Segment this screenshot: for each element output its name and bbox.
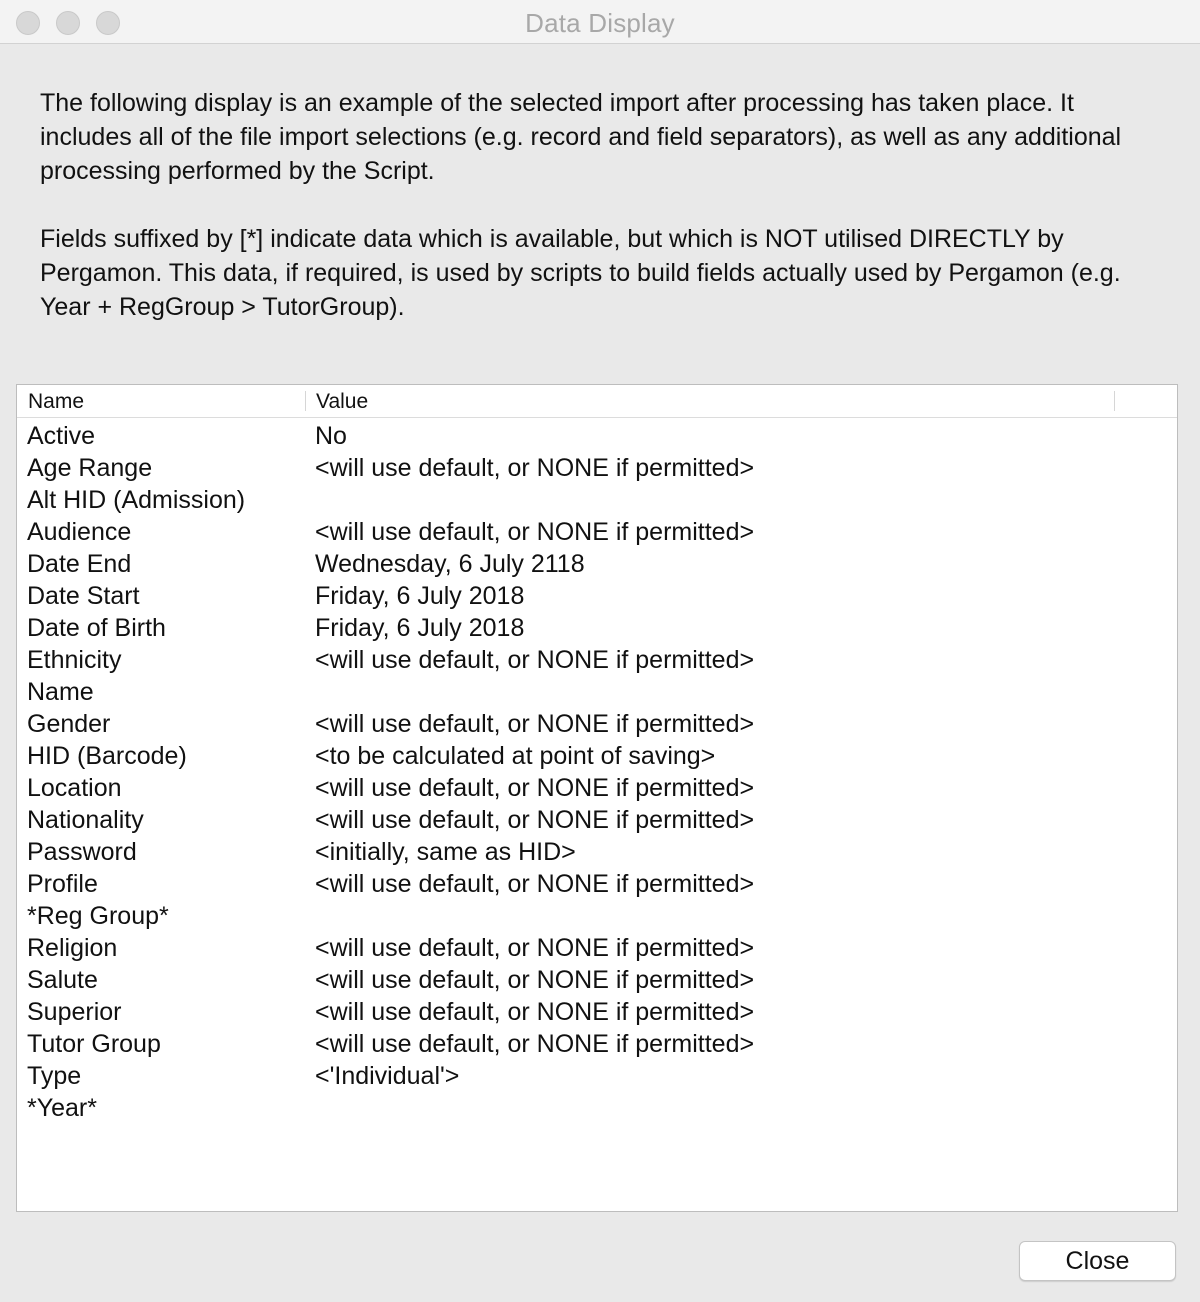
row-name-cell: HID (Barcode) bbox=[27, 742, 187, 770]
row-name-cell: Nationality bbox=[27, 806, 144, 834]
row-value-cell: <will use default, or NONE if permitted> bbox=[315, 646, 755, 674]
column-header-name[interactable]: Name bbox=[28, 390, 85, 413]
table-row[interactable] bbox=[17, 1028, 1177, 1060]
row-value-cell: Wednesday, 6 July 2118 bbox=[315, 550, 585, 578]
table-row[interactable] bbox=[17, 708, 1177, 740]
row-name-cell: Gender bbox=[27, 710, 111, 738]
row-value-cell: <will use default, or NONE if permitted> bbox=[315, 774, 755, 802]
table-row[interactable] bbox=[17, 804, 1177, 836]
row-value-cell: Friday, 6 July 2018 bbox=[315, 582, 525, 610]
row-value-cell: <will use default, or NONE if permitted> bbox=[315, 710, 755, 738]
row-value-cell: Friday, 6 July 2018 bbox=[315, 614, 525, 642]
table-row[interactable] bbox=[17, 676, 1177, 708]
row-name-cell: Location bbox=[27, 774, 122, 802]
row-name-cell: Type bbox=[27, 1062, 82, 1090]
row-value-cell: <to be calculated at point of saving> bbox=[315, 742, 716, 770]
description-text bbox=[40, 86, 1170, 324]
title-bar bbox=[0, 0, 1200, 44]
row-name-cell: Profile bbox=[27, 870, 98, 898]
row-name-cell: Superior bbox=[27, 998, 122, 1026]
row-name-cell: *Year* bbox=[27, 1094, 97, 1122]
window-title: Data Display bbox=[525, 8, 675, 38]
data-table[interactable] bbox=[16, 384, 1178, 1212]
table-row[interactable] bbox=[17, 900, 1177, 932]
table-row[interactable] bbox=[17, 644, 1177, 676]
row-value-cell: <initially, same as HID> bbox=[315, 838, 576, 866]
table-row[interactable] bbox=[17, 548, 1177, 580]
table-row[interactable] bbox=[17, 580, 1177, 612]
column-divider[interactable] bbox=[305, 391, 306, 411]
column-header-value[interactable]: Value bbox=[316, 390, 369, 413]
row-value-cell: <will use default, or NONE if permitted> bbox=[315, 998, 755, 1026]
table-row[interactable] bbox=[17, 772, 1177, 804]
row-name-cell: Audience bbox=[27, 518, 132, 546]
row-value-cell: <will use default, or NONE if permitted> bbox=[315, 806, 755, 834]
row-name-cell: Date Start bbox=[27, 582, 140, 610]
row-name-cell: *Reg Group* bbox=[27, 902, 169, 930]
row-value-cell: <will use default, or NONE if permitted> bbox=[315, 934, 755, 962]
row-value-cell: No bbox=[315, 422, 347, 450]
row-name-cell: Date End bbox=[27, 550, 132, 578]
table-row[interactable] bbox=[17, 932, 1177, 964]
description-paragraph-2: Fields suffixed by [*] indicate data which is available, but which is NOT utilised DIRECTLY by Pergamon. This data, if required, is used by scripts to build fields actually used by Pergamon (e.g. Year + RegGroup > TutorGroup). bbox=[40, 225, 1121, 321]
row-value-cell: <will use default, or NONE if permitted> bbox=[315, 454, 755, 482]
table-row[interactable] bbox=[17, 868, 1177, 900]
row-value-cell: <will use default, or NONE if permitted> bbox=[315, 966, 755, 994]
table-row[interactable] bbox=[17, 836, 1177, 868]
table-body bbox=[17, 420, 1177, 1124]
table-row[interactable] bbox=[17, 964, 1177, 996]
table-row[interactable] bbox=[17, 740, 1177, 772]
row-name-cell: Tutor Group bbox=[27, 1030, 161, 1058]
row-value-cell: <will use default, or NONE if permitted> bbox=[315, 518, 755, 546]
row-name-cell: Name bbox=[27, 678, 94, 706]
table-row[interactable] bbox=[17, 1060, 1177, 1092]
row-name-cell: Password bbox=[27, 838, 137, 866]
row-value-cell: <will use default, or NONE if permitted> bbox=[315, 1030, 755, 1058]
row-value-cell: <will use default, or NONE if permitted> bbox=[315, 870, 755, 898]
row-name-cell: Religion bbox=[27, 934, 118, 962]
table-header bbox=[17, 385, 1177, 418]
close-button[interactable]: Close bbox=[1019, 1241, 1176, 1281]
row-name-cell: Alt HID (Admission) bbox=[27, 486, 246, 514]
table-row[interactable] bbox=[17, 452, 1177, 484]
column-divider[interactable] bbox=[1114, 391, 1115, 411]
row-value-cell: <'Individual'> bbox=[315, 1062, 460, 1090]
table-row[interactable] bbox=[17, 996, 1177, 1028]
row-name-cell: Ethnicity bbox=[27, 646, 122, 674]
description-paragraph-1: The following display is an example of the selected import after processing has taken place. It includes all of the file import selections (e.g. record and field separators), as well as any additional processing performed by the Script. bbox=[40, 89, 1122, 185]
table-row[interactable] bbox=[17, 1092, 1177, 1124]
row-name-cell: Date of Birth bbox=[27, 614, 166, 642]
table-row[interactable] bbox=[17, 420, 1177, 452]
row-name-cell: Active bbox=[27, 422, 96, 450]
row-name-cell: Salute bbox=[27, 966, 98, 994]
table-row[interactable] bbox=[17, 612, 1177, 644]
table-row[interactable] bbox=[17, 484, 1177, 516]
row-name-cell: Age Range bbox=[27, 454, 153, 482]
table-row[interactable] bbox=[17, 516, 1177, 548]
